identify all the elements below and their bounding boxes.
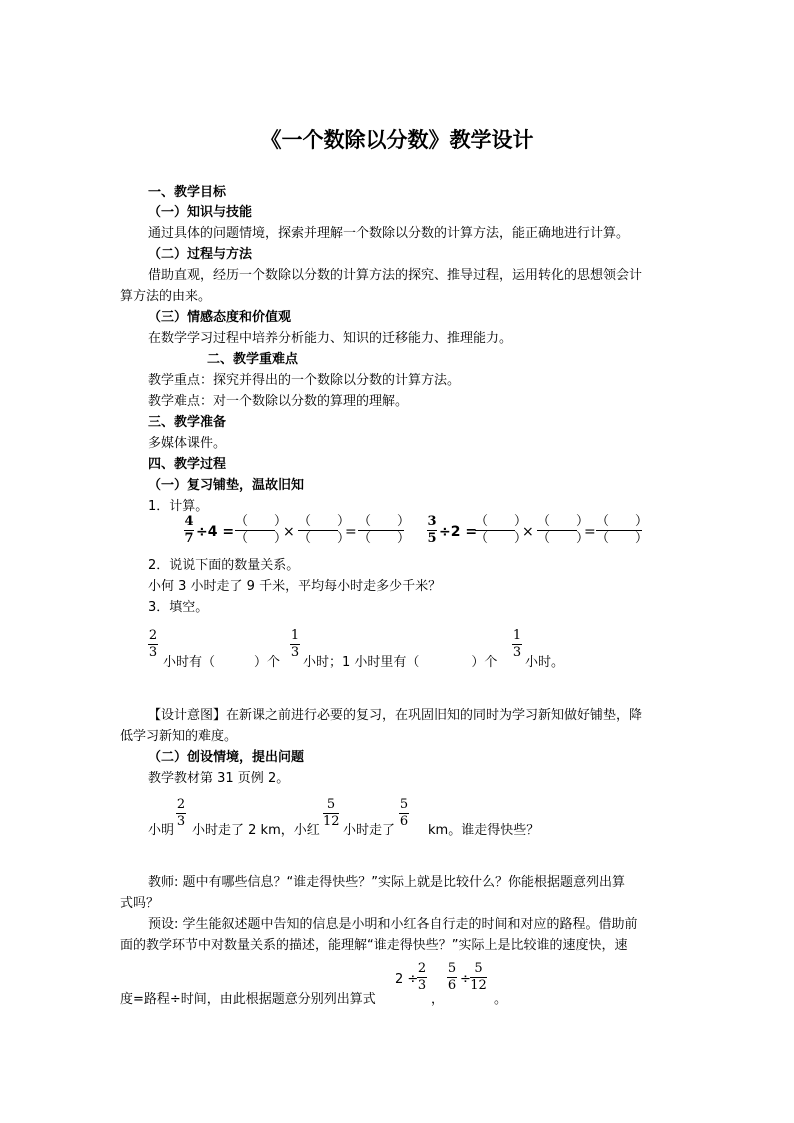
item-2-question: 小何 3 小时走了 9 千米，平均每小时走多少千米？ [148,579,442,594]
fill-text-3: 小时。 [525,655,565,670]
item-1-calc: 1．计算。 [148,499,209,514]
subheading-review: （一）复习铺垫，温故旧知 [148,478,305,493]
paragraph-attitude: 在数学学习过程中培养分析能力、知识的迁移能力、推理能力。 [148,331,513,346]
eq2-fraction: 3 5 [427,514,437,546]
section-heading-objectives: 一、教学目标 [148,185,227,200]
fill-fraction-3: 1 3 [512,628,522,660]
preset-line3: 度=路程÷时间，由此根据题意分别列出算式 [120,992,376,1007]
example-text-4: km。谁走得快些？ [428,823,540,838]
paragraph-key-point: 教学重点：探究并得出的一个数除以分数的计算方法。 [148,373,461,388]
design-intent-line2: 低学习新知的难度。 [120,729,238,744]
fill-text-2: 小时；1 小时里有（ ）个 [303,655,498,670]
eq2-equals: = [584,524,596,540]
paragraph-process-line1: 借助直观，经历一个数除以分数的计算方法的探究、推导过程，运用转化的思想领会计 [148,268,643,283]
eq1-fraction: 4 7 [184,514,194,546]
eq1-times: × [283,524,295,540]
item-2-relation: 2．说说下面的数量关系。 [148,558,300,573]
example-text-2: 小时走了 2 km，小红 [192,823,320,838]
section-heading-process: 四、教学过程 [148,457,227,472]
formula-fraction-2: 5 6 [447,961,457,993]
formula-separator: ， [431,992,445,1007]
fill-fraction-1: 2 3 [148,628,158,660]
subheading-knowledge: （一）知识与技能 [148,205,253,220]
eq1-equals: = [345,524,357,540]
formula-dividend: 2 ÷ [395,972,419,987]
formula-fraction-3: 5 12 [470,961,487,993]
eq2-blank-1: （ ） （ ） [475,514,528,546]
item-3-fill: 3．填空。 [148,600,209,615]
teacher-line2: 式吗？ [120,896,160,911]
preset-line1: 预设: 学生能叙述题中告知的信息是小明和小红各自行走的时间和对应的路程。借助前 [148,917,638,932]
preset-line2: 面的教学环节中对数量关系的描述，能理解“谁走得快些？”实际上是比较谁的速度快，速 [120,938,628,953]
eq2-blank-3: （ ） （ ） [596,514,649,546]
paragraph-difficulty: 教学难点：对一个数除以分数的算理的理解。 [148,394,409,409]
teacher-line1: 教师: 题中有哪些信息？“谁走得快些？”实际上就是比较什么？你能根据题意列出算 [148,875,625,890]
section-heading-preparation: 三、教学准备 [148,415,227,430]
design-intent-line1: 【设计意图】在新课之前进行必要的复习，在巩固旧知的同时为学习新知做好铺垫，降 [148,708,643,723]
eq1-blank-2: （ ） （ ） [298,514,351,546]
page-title: 《一个数除以分数》教学设计 [260,128,534,152]
paragraph-knowledge: 通过具体的问题情境，探索并理解一个数除以分数的计算方法，能正确地进行计算。 [148,226,630,241]
example-fraction-3: 5 6 [399,797,409,829]
fill-text-1: 小时有（ ）个 [163,655,281,670]
eq2-times: × [522,524,534,540]
example-fraction-2: 5 12 [323,797,340,829]
formula-end: 。 [494,992,508,1007]
subheading-attitude: （三）情感态度和价值观 [148,310,292,325]
subheading-process: （二）过程与方法 [148,247,253,262]
eq1-operator: ÷4 = [196,524,235,540]
fill-fraction-2: 1 3 [290,628,300,660]
eq2-blank-2: （ ） （ ） [537,514,590,546]
paragraph-preparation: 多媒体课件。 [148,436,227,451]
subheading-situation: （二）创设情境，提出问题 [148,750,305,765]
eq2-operator: ÷2 = [439,524,478,540]
formula-divide: ÷ [460,972,471,987]
formula-fraction-1: 2 3 [417,961,427,993]
textbook-reference: 教学教材第 31 页例 2。 [148,771,290,786]
example-text-1: 小明 [148,823,175,838]
paragraph-process-line2: 算方法的由来。 [120,289,212,304]
eq1-blank-1: （ ） （ ） [235,514,288,546]
section-heading-keypoints: 二、教学重难点 [207,352,299,367]
eq1-blank-3: （ ） （ ） [358,514,411,546]
example-fraction-1: 2 3 [176,797,186,829]
example-text-3: 小时走了 [343,823,396,838]
